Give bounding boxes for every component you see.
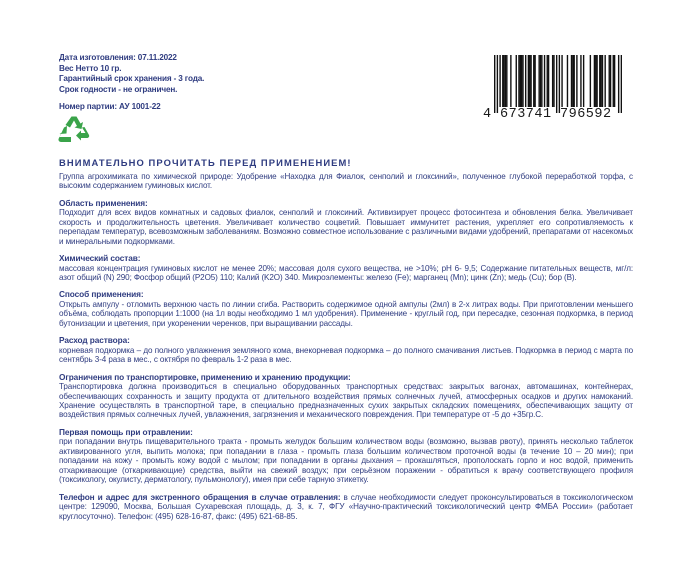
barcode-bar (530, 55, 531, 107)
barcode-bar (497, 55, 498, 113)
barcode-bar (573, 55, 574, 107)
barcode-bar (534, 55, 535, 107)
barcode (480, 55, 630, 127)
barcode-bar (614, 55, 615, 107)
barcode-bar (561, 55, 562, 107)
barcode-bar (571, 55, 572, 107)
barcode-bar (583, 55, 584, 107)
barcode-bar (621, 55, 622, 113)
barcode-bar (610, 55, 611, 107)
barcode-bar (541, 55, 542, 107)
instructions (59, 172, 633, 521)
net-weight: Вес Нетто 10 гр. (59, 63, 122, 73)
section-title: Телефон и адрес для экстренного обращения в случае отравления: (59, 491, 341, 502)
section-title: Область применения: (59, 197, 148, 208)
barcode-bars (494, 55, 622, 113)
section-first-aid (59, 428, 633, 485)
shelf-life: Срок годности - не ограничен. (59, 84, 178, 94)
barcode-bar (499, 55, 500, 107)
barcode-digits-left: 673741 (500, 107, 552, 122)
barcode-bar (533, 55, 534, 107)
barcode-bar (556, 55, 557, 113)
recycle-icon (56, 114, 92, 144)
barcode-bar (609, 55, 610, 107)
barcode-bar (604, 55, 605, 107)
section-body: корневая подкормка – до полного увлажнения земляного кома, внекорневая подкормка – до полного смачивания листьев. Подкормка в период с марта по сентябрь 3-4 раза в мес., с октября по февраль 1-2 раза в мес. (59, 345, 633, 365)
section-restrictions (59, 373, 633, 420)
barcode-bar (602, 55, 603, 107)
barcode-digits (480, 107, 630, 123)
barcode-bar (510, 55, 511, 107)
barcode-bar (599, 55, 600, 107)
barcode-bar (516, 55, 517, 107)
section-composition (59, 254, 633, 282)
barcode-bar (506, 55, 507, 107)
section-body: Транспортировка должна производиться в специально оборудованных транспортных средствах: закрытых вагонах, автомашинах, контейнерах, обеспечивающих сохранность и защиту продукта от длительного воздействия прямых солнечных лучей, атмосферных осадков и других намоканий. Хранение осуществлять в транспортной таре, в специально предназначенных сухих закрытых складских помещениях, обеспечивающих защиту от воздействия прямых солнечных лучей, увлажнения, загрязнения и механического повреждения. При температуре от -5 до +35гр.С. (59, 382, 633, 420)
barcode-bar (547, 55, 548, 107)
section-usage (59, 290, 633, 328)
barcode-bar (548, 55, 549, 107)
product-meta (59, 53, 204, 113)
section-body (59, 493, 633, 521)
barcode-bar (503, 55, 504, 107)
barcode-bar (522, 55, 523, 107)
barcode-bar (600, 55, 601, 107)
barcode-bar (594, 55, 595, 107)
barcode-bar (595, 55, 596, 107)
emergency-text: в случае необходимости следует проконсультироваться в токсикологическом центре: 129090, Москва, Большая Сухаревская площадь, д. 3, к. 7, ФГУ «Научно-практический токсикологический центр ФМБА России» (работает круглосуточно). Телефон: (495) 628-16-87, факс: (495) 621-68-85. (59, 492, 633, 521)
barcode-bar (576, 55, 577, 107)
barcode-bar (520, 55, 521, 107)
section-title: Ограничения по транспортировке, применению и хранению продукции: (59, 371, 351, 382)
barcode-bar (572, 55, 573, 107)
barcode-bar (525, 55, 526, 107)
batch-number: Номер партии: АУ 1001-22 (59, 102, 161, 112)
barcode-bar (580, 55, 581, 107)
warranty: Гарантийный срок хранения - 3 года. (59, 74, 205, 84)
barcode-bar (552, 55, 553, 107)
section-body: при попадании внутрь пищеварительного тракта - промыть желудок большим количеством воды (возможно, вызвав рвоту), принять несколько таблеток активированного угля, выпить молока; при попадании в глаза - промыть глаза большим количеством проточной воды (в течение 10 – 20 мин); при попадании на кожу - промыть кожу водой с мылом; при попадании в органы дыхания – прокашляться, прополоскать горло и нос водой, применить отхаркивающие (откаркивающие) средства, выйти на свежий воздух; при серьёзном поражении - обратиться к врачу соответствующего профиля (токсикологу, окулисту, дерматологу, пульмонологу), имея при себе тарную этикетку. (59, 437, 633, 485)
section-emergency-contact (59, 493, 633, 521)
section-consumption (59, 336, 633, 364)
manufacture-date: Дата изготовления: 07.11.2022 (59, 53, 177, 62)
section-body: массовая концентрация гуминовых кислот не менее 20%; массовая доля сухого вещества, не >10%; pH 6- 9,5; Содержание питательных веществ, мг/л: азот общий (N) 290; Фосфор общий (P2O5) 110; Калий (K2O) 340. Микроэлементы: железо (Fe); марганец (Mn); цинк (Zn); медь (Cu); бор (B). (59, 263, 633, 283)
section-body: Подходит для всех видов комнатных и садовых фиалок, сенполий и глоксиний. Активизирует процесс фотосинтеза и обновления белка. Увеличивает скорость и продолжительность цветения. Увеличивает количество соцветий. Повышает иммунитет растения, укрепляет его сопротивляемость к перепадам температур, всевозможным заболеваниям. Возможно совместное использование с различными видами удобрений, препаратами от насекомых и минеральными подкормками. (59, 208, 633, 246)
section-title: Способ применения: (59, 289, 144, 300)
barcode-bar (590, 55, 591, 107)
barcode-bar (613, 55, 614, 107)
barcode-bar (538, 55, 539, 107)
barcode-bar (559, 55, 560, 113)
barcode-digit-first: 4 (483, 107, 492, 122)
barcode-bar (618, 55, 619, 113)
section-area-of-use (59, 199, 633, 246)
barcode-bar (567, 55, 568, 107)
barcode-bar (521, 55, 522, 107)
barcode-bar (544, 55, 545, 107)
barcode-bar (540, 55, 541, 107)
barcode-bar (505, 55, 506, 107)
section-title: Первая помощь при отравлении: (59, 426, 193, 437)
barcode-bar (553, 55, 554, 107)
section-body: Открыть ампулу - отломить верхнюю часть по линии сгиба. Растворить содержимое одной ампулы (2мл) в 2-х литрах воды. При приготовлении меньшего объёма, соблюдать пропорции 1:1000 (на 1л воды необходимо 1 мл удобрения). Применение - круглый год, при пересадке, сезонная подкормка, в период бутонизации и цветения, при укоренении черенков, при выращивании рассады. (59, 300, 633, 328)
section-title: Химический состав: (59, 253, 141, 264)
barcode-bar (529, 55, 530, 107)
barcode-bar (502, 55, 503, 107)
warning-headline: ВНИМАТЕЛЬНО ПРОЧИТАТЬ ПЕРЕД ПРИМЕНЕНИЕМ! (59, 157, 352, 168)
section-title: Расход раствора: (59, 335, 130, 346)
barcode-bar (494, 55, 495, 113)
barcode-bar (596, 55, 597, 107)
barcode-bar (518, 55, 519, 107)
intro-text: Группа агрохимиката по химической природе: Удобрение «Находка для Фиалок, сенполий и глоксиний», полученное глубокой переработкой торфа, с высоким содержанием гуминовых кислот. (59, 172, 633, 191)
barcode-digits-right: 796592 (560, 107, 612, 122)
barcode-bar (528, 55, 529, 107)
